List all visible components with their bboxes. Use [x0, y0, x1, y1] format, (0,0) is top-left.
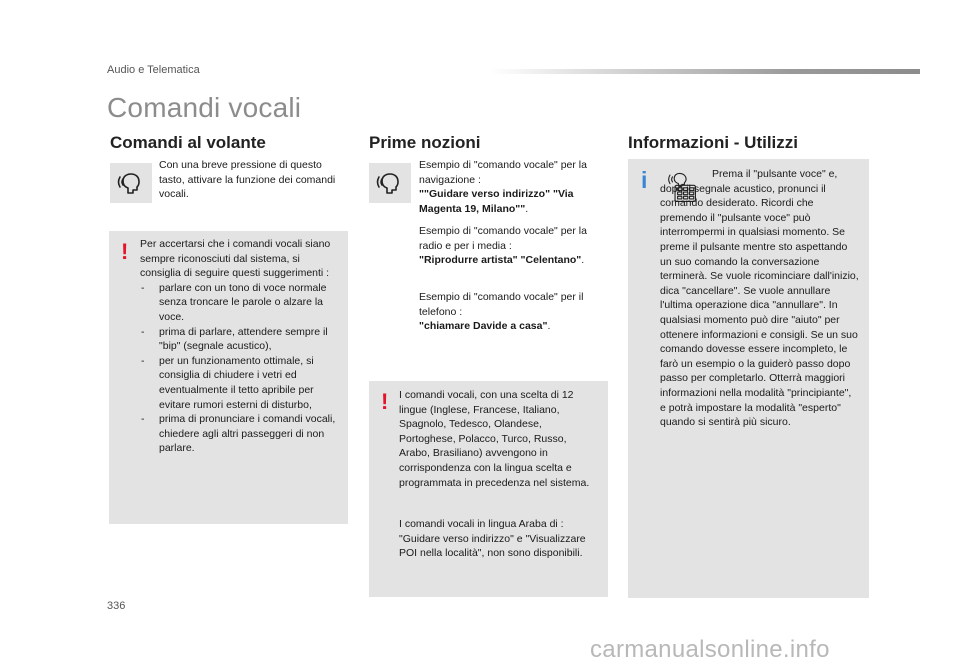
example-command: "Riprodurre artista" "Celentano": [419, 254, 582, 267]
tips-block: [140, 237, 340, 456]
voice-command-icon: [110, 163, 152, 203]
example-command: ""Guidare verso indirizzo" "Via Magenta 19, Milano"": [419, 188, 574, 215]
list-item: - prima di parlare, attendere sempre il "bip" (segnale acustico),: [140, 325, 340, 354]
example-intro: Esempio di "comando vocale" per la navigazione :: [419, 159, 587, 186]
column-title-basics: Prime nozioni: [369, 133, 481, 152]
warning-icon: !: [381, 389, 389, 414]
tips-intro: Per accertarsi che i comandi vocali siano sempre riconosciuti dal sistema, si consiglia di seguire questi suggerimenti :: [140, 238, 331, 280]
watermark: carmanualsonline.info: [590, 636, 830, 663]
list-item: - per un funzionamento ottimale, si consiglia di chiudere i vetri ed eventualmente il tetto apribile per evitare rumori esterni di disturbo,: [140, 354, 340, 412]
info-text: Prema il "pulsante voce" e, dopo il segnale acustico, pronunci il comando desiderato. Ricordi che premendo il "pulsante voce" può interrompermi in qualsiasi momento. Se preme il pulsante mentre sto aspettando un suo comando la conversazione terminerà. Se vuole ricominciare dall'inizio, dica "cancellare". Se vuole annullare l'ultima operazione dica "annullare". In qualsiasi momento può dire "aiuto" per ottenere informazioni e consigli. Se un suo comando dovesse essere incompleto, le farò un esempio o la guiderò passo dopo passo per completarlo. Otterrà maggiori informazioni nella modalità "principiante", e potrà impostare la modalità "esperto" quando si sentirà più sicuro.: [660, 168, 859, 429]
steering-intro-text: Con una breve pressione di questo tasto, attivare la funzione dei comandi vocali.: [159, 159, 336, 201]
column-title-info: Informazioni - Utilizzi: [628, 133, 798, 152]
languages-text: I comandi vocali, con una scelta di 12 lingue (Inglese, Francese, Italiano, Spagnolo, Tedesco, Olandese, Portoghese, Polacco, Turco, Russo, Arabo, Brasiliano) avvengono in corrispondenza con la lingua scelta e programmata in precedenza nel sistema.: [399, 389, 590, 489]
header-rule: [490, 69, 920, 74]
page-title: Comandi vocali: [107, 92, 302, 123]
info-icon: i: [641, 167, 648, 193]
example-intro: Esempio di "comando vocale" per la radio e per i media :: [419, 225, 587, 252]
list-item: - prima di pronunciare i comandi vocali, chiedere agli altri passeggeri di non parlare.: [140, 412, 340, 456]
info-panel: [628, 159, 869, 598]
tips-list: [140, 281, 340, 456]
example-command: "chiamare Davide a casa": [419, 320, 548, 333]
voice-command-icon: [369, 163, 411, 203]
media-example: Esempio di "comando vocale" per la radio e per i media : "Riprodurre artista" "Celentano".: [419, 224, 607, 268]
phone-example: Esempio di "comando vocale" per il telefono : "chiamare Davide a casa".: [419, 290, 607, 334]
page-number: 336: [107, 600, 126, 612]
example-intro: Esempio di "comando vocale" per il telefono :: [419, 291, 584, 318]
section-label: Audio e Telematica: [107, 64, 200, 76]
warning-panel-tips: [109, 231, 348, 524]
warning-icon: !: [121, 239, 129, 264]
arabic-note-text: I comandi vocali in lingua Araba di : "Guidare verso indirizzo" e "Visualizzare POI nella località", non sono disponibili.: [399, 518, 586, 560]
list-item: - parlare con un tono di voce normale senza troncare le parole o alzare la voce.: [140, 281, 340, 325]
navigation-example: Esempio di "comando vocale" per la navigazione : ""Guidare verso indirizzo" "Via Magenta 19, Milano"".: [419, 158, 607, 216]
warning-panel-languages: [369, 381, 608, 597]
column-title-steering: Comandi al volante: [110, 133, 266, 152]
